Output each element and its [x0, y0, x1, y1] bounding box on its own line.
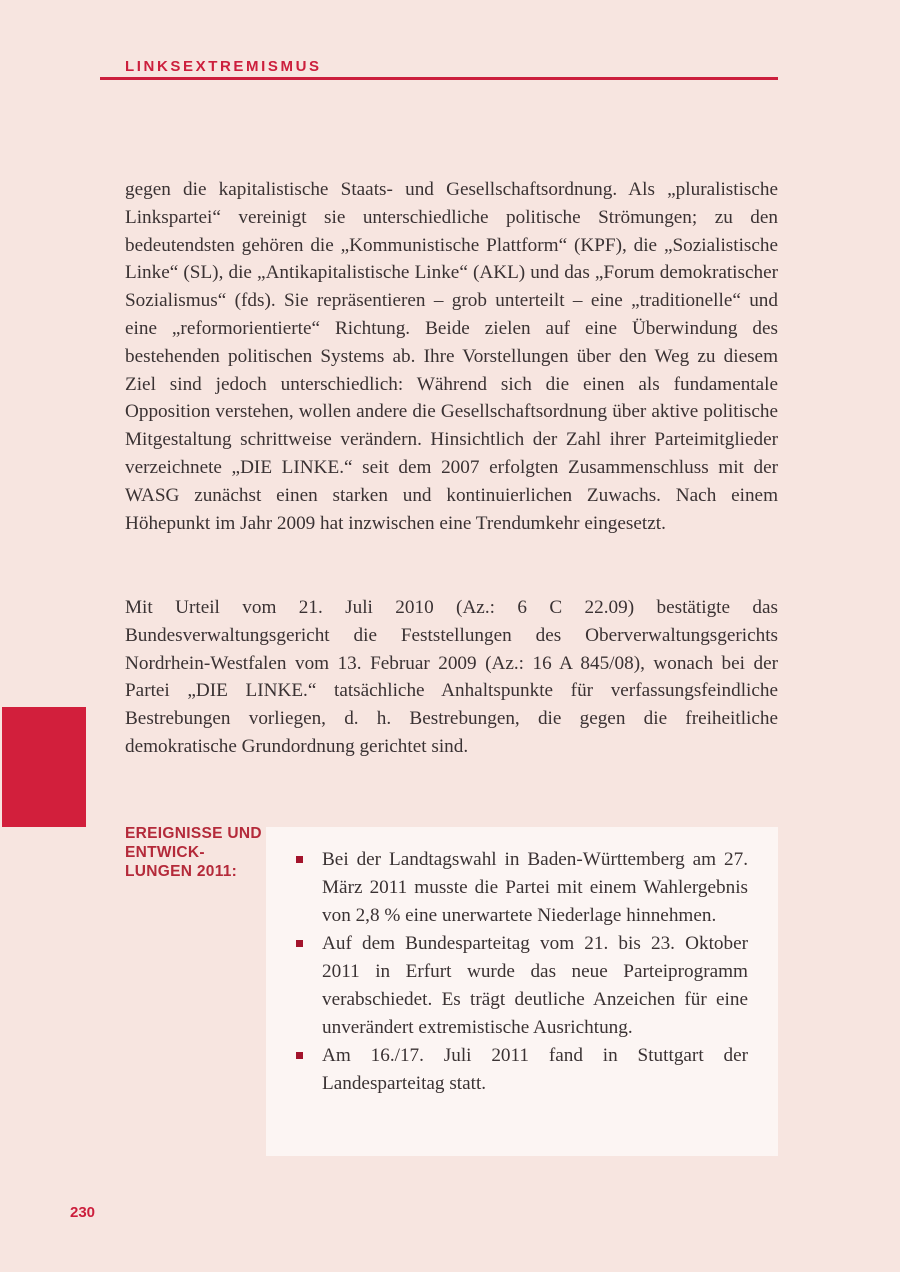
body-paragraph: Mit Urteil vom 21. Juli 2010 (Az.: 6 C 22.09) bestätigte das Bundesverwaltungsgericht die Feststellungen des Oberverwaltungsgerichts Nordrhein-Westfalen vom 13. Februar 2009 (Az.: 16 A 845/08), wonach bei der Partei „DIE LINKE.“ tatsächliche Anhaltspunkte für verfassungsfeindliche Bestrebungen vorliegen, d. h. Bestrebungen, die gegen die freiheitliche demokratische Grundordnung gerichtet sind.	[125, 597, 778, 757]
event-text: Am 16./17. Juli 2011 fand in Stuttgart der Landesparteitag statt.	[322, 1045, 748, 1094]
event-item	[296, 1042, 748, 1098]
body-paragraph: gegen die kapitalistische Staats- und Gesellschaftsordnung. Als „pluralistische Linkspartei“ vereinigt sie unterschiedliche politische Strömungen; zu den bedeutendsten gehören die „Kommunistische Plattform“ (KPF), die „Sozialistische Linke“ (SL), die „Antikapitalistische Linke“ (AKL) und das „Forum demokratischer Sozialismus“ (fds). Sie repräsentieren – grob unterteilt – eine „traditionelle“ und eine „reformorientierte“ Richtung. Beide zielen auf eine Überwindung des bestehenden politischen Systems ab. Ihre Vorstellungen über den Weg zu diesem Ziel sind jedoch unterschiedlich: Während sich die einen als fundamentale Opposition verstehen, wollen andere die Gesellschaftsordnung über aktive politische Mitgestaltung schrittweise verändern. Hinsichtlich der Zahl ihrer Parteimitglieder verzeichnete „DIE LINKE.“ seit dem 2007 erfolgten Zusammenschluss mit der WASG zunächst einen starken und kontinuierlichen Zuwachs. Nach einem Höhepunkt im Jahr 2009 hat inzwischen eine Trendumkehr eingesetzt.	[125, 179, 778, 534]
square-bullet-icon	[296, 1052, 303, 1059]
square-bullet-icon	[296, 856, 303, 863]
event-item	[296, 846, 748, 930]
events-box	[266, 827, 778, 1156]
event-text: Bei der Landtagswahl in Baden-Württemberg am 27. März 2011 musste die Partei mit einem Wahlergebnis von 2,8 % eine unerwartete Niederlage hinnehmen.	[322, 849, 748, 926]
header-rule	[100, 77, 778, 80]
page-number: 230	[70, 1204, 96, 1221]
running-title: LINKSEXTREMISMUS	[125, 58, 322, 75]
section-marker-block	[2, 707, 86, 827]
events-label: EREIGNISSE UND ENTWICK- LUNGEN 2011:	[125, 825, 262, 880]
event-item	[296, 930, 748, 1042]
square-bullet-icon	[296, 940, 303, 947]
event-text: Auf dem Bundesparteitag vom 21. bis 23. Oktober 2011 in Erfurt wurde das neue Parteiprogramm verabschiedet. Es trägt deutliche Anzeichen für eine unverändert extremistische Ausrichtung.	[322, 933, 748, 1038]
events-list	[296, 846, 748, 1098]
